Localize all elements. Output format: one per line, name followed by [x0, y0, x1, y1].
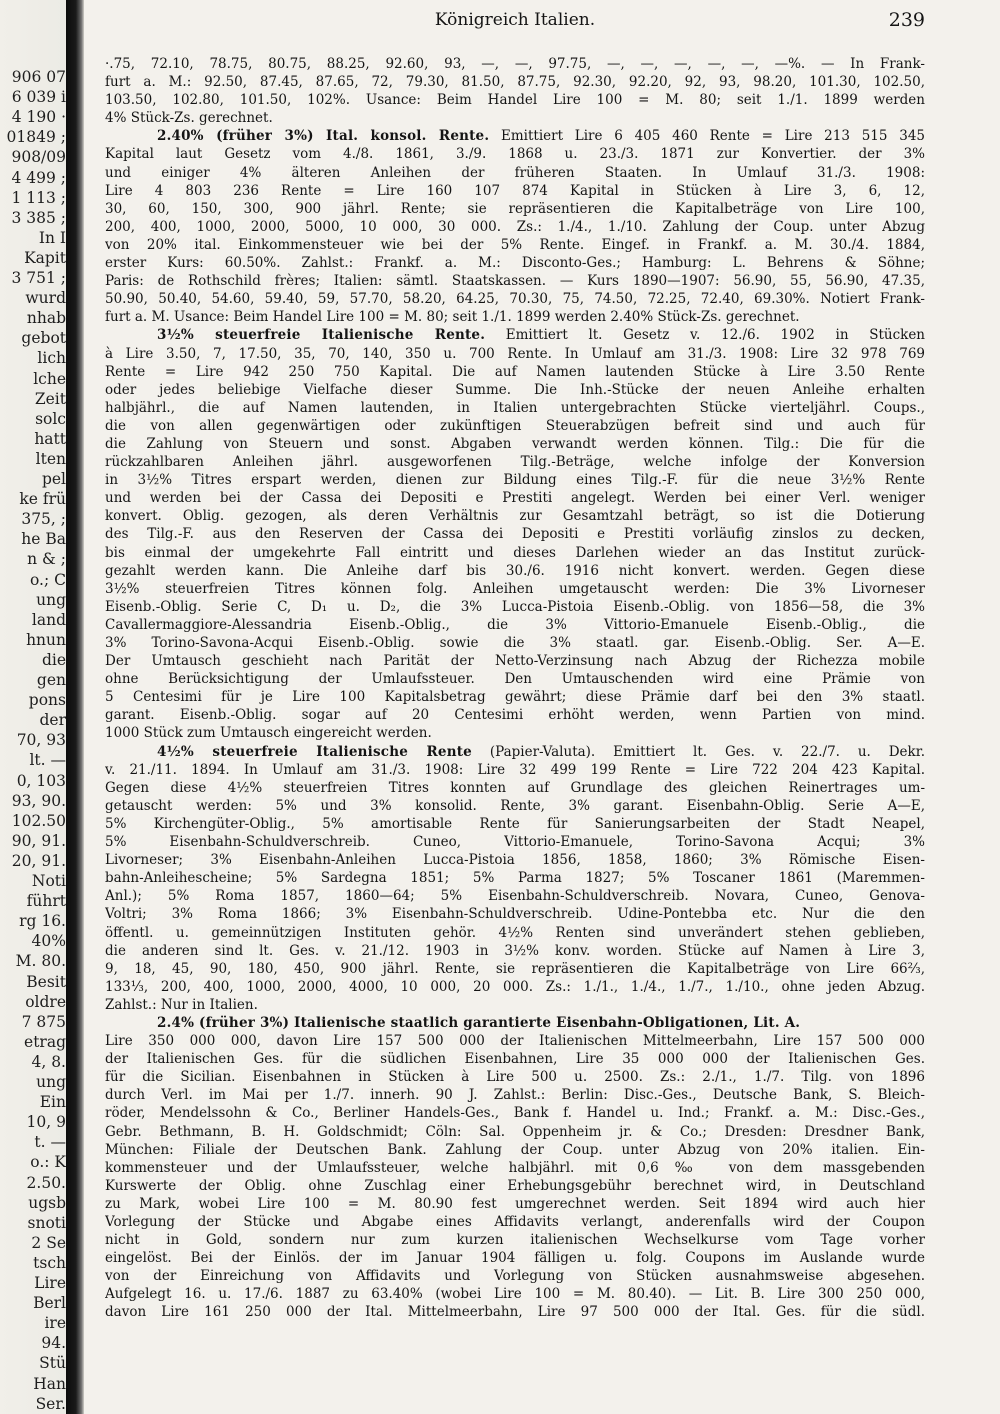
margin-fragment: 40%	[31, 932, 66, 951]
margin-fragment: 94.	[41, 1334, 66, 1353]
page-title: Königreich Italien.	[434, 10, 596, 30]
margin-fragment: hnun	[26, 630, 66, 649]
margin-fragment: Zeit	[34, 389, 66, 408]
margin-fragment: 4, 8.	[31, 1052, 66, 1071]
section-heading: 2.40% (früher 3%) Ital. konsol. Rente.	[157, 128, 490, 145]
margin-fragment: Noti	[31, 872, 66, 890]
section-heading-line	[105, 326, 925, 344]
text-line: eingelöst. Bei der Einlös. der im Januar 1904 fälligen u. folg. Coupons im Auslande wurde	[105, 1250, 925, 1267]
heading-continuation: Emittiert lt. Gesetz v. 12./6. 1902 in Stücken	[485, 327, 925, 344]
margin-fragment: 10, 9	[26, 1113, 66, 1132]
margin-fragment: ung	[36, 590, 66, 609]
margin-fragment: hatt	[34, 429, 66, 448]
margin-fragment: Berl	[33, 1294, 66, 1313]
margin-fragment: snoti	[27, 1213, 66, 1232]
text-line: von 20% ital. Einkommensteuer wie bei der 5% Rente. Eingef. in Frankf. a. M. 30./4. 1884,	[105, 236, 925, 253]
text-line: und werden bei der Cassa dei Depositi e Prestiti angelegt. Werden bei einer Verl. weniger	[105, 490, 925, 507]
text-line: von der Einreichung von Affidavits und Vorlegung von Stücken ausnahmsweise abgesehen.	[105, 1268, 925, 1285]
margin-fragment: Han	[33, 1374, 66, 1393]
margin-fragment: ugsb	[28, 1193, 66, 1212]
margin-fragment: M. 80.	[15, 952, 66, 971]
margin-fragment: ke frü	[19, 490, 66, 509]
text-line: Gebr. Bethmann, B. H. Goldschmidt; Cöln: Sal. Oppenheim jr. & Co.; Dresden: Dresdner Bank,	[105, 1123, 925, 1140]
running-header	[105, 8, 925, 32]
text-line: 133⅓, 200, 400, 1000, 2000, 4000, 10 000, 20 000. Zs.: 1./1., 1./4., 1./7., 1./10., ohne jeden Abzug.	[105, 978, 925, 995]
margin-fragment: 908/09	[11, 148, 66, 167]
text-line: davon Lire 161 250 000 der Ital. Mittelmeerbahn, Lire 97 500 000 der Ital. Ges. für die südl.	[105, 1304, 925, 1321]
margin-fragment: 7 875	[21, 1012, 66, 1031]
text-line: gezahlt werden kann. Die Anleihe darf bis 30./6. 1916 nicht konvert. werden. Gegen diese	[105, 562, 925, 579]
text-line: in 3½% Titres erspart werden, dienen zur Bildung eines Tilg.-F. für die neue 3½% Rente	[105, 472, 925, 489]
margin-fragment: Ser.	[35, 1394, 66, 1413]
text-line: garant. Eisenb.-Oblig. sogar auf 20 Centesimi erhöht werden, wenn Partien von mind.	[105, 707, 925, 724]
margin-fragment: o.: K	[30, 1153, 66, 1172]
text-line: die anderen sind lt. Ges. v. 21./12. 1903 in 3½% konv. worden. Stücke auf Namen à Lire 3,	[105, 942, 925, 959]
margin-fragment: 70, 93	[16, 731, 66, 750]
margin-fragment: o.; C	[30, 570, 66, 589]
text-line: nicht in Gold, sondern nur zum kurzen italienischen Wechselkurse vom Tage vorher	[105, 1232, 925, 1249]
text-line: Rente = Lire 942 250 750 Kapital. Die auf Namen lautenden Stücke à Lire 3.50 Rente	[105, 363, 925, 380]
section-heading: 2.4% (früher 3%) Italienische staatlich garantierte Eisenbahn-Obligationen, Lit. A.	[157, 1014, 801, 1031]
text-line: Anl.); 5% Roma 1857, 1860—64; 5% Eisenbahn-Schuldverschreib. Novara, Cuneo, Genova-	[105, 888, 925, 905]
margin-fragment: In I	[38, 228, 66, 247]
margin-fragment: Lire	[34, 1274, 66, 1292]
margin-fragment: lich	[37, 349, 66, 368]
margin-fragment: wurd	[25, 289, 66, 308]
text-line: oder jedes beliebige Vielfache dieser Summe. Die Inh.-Stücke der neuen Anleihe erhalten	[105, 381, 925, 398]
text-line: öffentl. u. gemeinnützigen Instituten gehör. 4½% Renten sind unverändert stehen geblieben,	[105, 924, 925, 941]
margin-fragment: pel	[41, 470, 66, 488]
section-heading: 4½% steuerfreie Italienische Rente	[157, 743, 472, 760]
margin-fragment: ire	[44, 1314, 66, 1333]
margin-fragment: 1 113 ;	[11, 188, 66, 207]
margin-fragment: 4 499 ;	[11, 168, 66, 187]
margin-fragment: 6 039 i	[11, 88, 66, 107]
text-line: 9, 18, 45, 90, 180, 450, 900 jährl. Rente, sie repräsentieren die Kapitalbeträge von Lire 66⅔,	[105, 960, 925, 977]
margin-fragment: gebot	[21, 329, 66, 348]
page-number: 239	[888, 9, 925, 31]
text-line: die Zahlung von Steuern und sonst. Abgaben verwandt werden können. Tilg.: Die für die	[105, 435, 925, 452]
text-line: rückzahlbaren Anleihen jährl. ausgeworfenen Tilg.-Beträge, welche infolge der Konversion	[105, 454, 925, 471]
section-heading-line	[105, 1014, 925, 1032]
text-line: 30, 60, 150, 300, 900 jährl. Rente; sie repräsentieren die Kapitalbeträge von Lire 100,	[105, 200, 925, 217]
margin-fragment: tsch	[33, 1253, 66, 1272]
margin-fragment: 906 07	[11, 68, 66, 86]
text-line: bahn-Anleihescheine; 5% Sardegna 1851; 5% Parma 1827; 5% Toscaner 1861 (Maremmen-	[105, 870, 925, 887]
margin-fragment: lten	[35, 449, 66, 468]
text-line: Lire 4 803 236 Rente = Lire 160 107 874 Kapital in Stücken à Lire 3, 6, 12,	[105, 182, 925, 199]
text-line: Kapital laut Gesetz vom 4./8. 1861, 3./9. 1868 u. 23./3. 1871 zur Konvertier. der 3%	[105, 146, 925, 163]
text-line: à Lire 3.50, 7, 17.50, 35, 70, 140, 350 u. 700 Rente. In Umlauf am 31./3. 1908: Lire 32 978 769	[105, 345, 925, 362]
text-line: der Italienischen Ges. für die südlichen Eisenbahnen, Lire 35 000 000 der Italienischen Ges.	[105, 1051, 925, 1068]
margin-fragment: 3 385 ;	[11, 208, 66, 227]
text-line: 50.90, 50.40, 54.60, 59.40, 59, 57.70, 58.20, 64.25, 70.30, 75, 74.50, 72.25, 72.40, 69.30%. Notiert Frank-	[105, 291, 925, 308]
margin-fragment: ung	[36, 1073, 66, 1091]
text-line: für die Sicilian. Eisenbahnen in Stücken à Lire 500 u. 2500. Zs.: 2./1., 1./7. Tilg. von 1896	[105, 1069, 925, 1086]
margin-fragment: oldre	[25, 992, 66, 1011]
text-line: Der Umtausch geschieht nach Parität der Netto-Verzinsung nach Abzug der Richezza mobile	[105, 653, 925, 670]
text-line: furt a. M. Usance: Beim Handel Lire 100 = M. 80; seit 1./1. 1899 werden 2.40% Stück-Zs. gerechnet.	[105, 309, 800, 326]
margin-fragment: land	[31, 610, 66, 629]
text-line: des Tilg.-F. aus den Reserven der Cassa dei Depositi e Prestiti vorläufig zinslos zu decken,	[105, 526, 925, 543]
heading-continuation: (Papier-Valuta). Emittiert lt. Ges. v. 22./7. u. Dekr.	[471, 743, 925, 760]
text-line: Paris: de Rothschild frères; Italien: sämtl. Staatskassen. — Kurs 1890—1907: 56.90, 55, 56.90, 47.35,	[105, 273, 925, 290]
text-line: röder, Mendelssohn & Co., Berliner Handels-Ges., Bank f. Handel u. Ind.; Frankf. a. M.: Disc.-Ges.,	[105, 1105, 925, 1122]
margin-fragment: he Ba	[21, 530, 66, 549]
text-line: Zahlst.: Nur in Italien.	[105, 996, 258, 1013]
margin-fragment: Besit	[26, 972, 66, 991]
text-line: ·.75, 72.10, 78.75, 80.75, 88.25, 92.60, 93, —, —, 97.75, —, —, —, —, —, —%. — In Frank-	[105, 56, 925, 72]
margin-fragment: nhab	[26, 309, 66, 328]
margin-fragment: Stü	[39, 1354, 66, 1373]
text-line: 103.50, 102.80, 101.50, 102%. Usance: Beim Handel Lire 100 = M. 80; seit 1./1. 1899 werden	[105, 92, 925, 109]
previous-page-edge	[0, 0, 66, 1414]
margin-fragment: die	[41, 650, 66, 669]
text-line: zu Mark, wobei Lire 100 = M. 80.90 fest umgerechnet werden. Seit 1894 wird auch hier	[105, 1195, 925, 1212]
text-line: durch Verl. im Mai per 1./7. innerh. 90 J. Zahlst.: Berlin: Disc.-Ges., Deutsche Bank, S. Bleich-	[105, 1087, 925, 1104]
margin-fragment: der	[39, 711, 66, 730]
margin-fragment: lche	[33, 369, 66, 388]
text-line: die von allen gegenwärtigen oder zukünftigen Steuerabzügen befreit sind und auch für	[105, 417, 925, 434]
text-line: 3% Torino-Savona-Acqui Eisenb.-Oblig. sowie die 3% staatl. gar. Eisenb.-Oblig. Ser. A—E.	[105, 635, 925, 651]
margin-fragment: führt	[26, 892, 66, 911]
text-line: erster Kurs: 60.50%. Zahlst.: Frankf. a. M.: Disconto-Ges.; Hamburg: L. Behrens & Söhne;	[105, 255, 925, 272]
margin-fragment: rg 16.	[19, 912, 66, 931]
margin-fragment: 90, 91.	[11, 831, 66, 850]
text-line: ohne Berücksichtigung der Umlaufssteuer. Den Umtauschenden wird eine Prämie von	[105, 671, 925, 688]
margin-fragment: 375, ;	[21, 510, 66, 529]
margin-fragment: 2.50.	[26, 1173, 66, 1192]
text-line: 5% Kirchengüter-Oblig., 5% amortisable Rente für Sanierungsarbeiten der Stadt Neapel,	[105, 815, 925, 832]
section-heading-line	[105, 127, 925, 145]
text-line: v. 21./11. 1894. In Umlauf am 31./3. 1908: Lire 32 499 199 Rente = Lire 722 204 423 Kapital.	[105, 761, 925, 778]
heading-continuation: Emittiert Lire 6 405 460 Rente = Lire 213 515 345	[489, 128, 925, 145]
margin-fragment: n & ;	[27, 550, 66, 569]
margin-fragment: 93, 90.	[11, 791, 66, 810]
text-line: halbjährl., die auf Namen lautenden, in Italien untergebrachten Stücke vierteljährl. Coups.,	[105, 399, 925, 416]
text-line: 5 Centesimi für je Lire 100 Kapitalsbetrag gewährt; diese Prämie darf bei den 3% staatl.	[105, 689, 925, 706]
text-line: Eisenb.-Oblig. Serie C, D₁ u. D₂, die 3% Lucca-Pistoia Eisenb.-Oblig. von 1856—58, die 3%	[105, 598, 925, 615]
text-line: Cavallermaggiore-Alessandria Eisenb.-Oblig., die 3% Vittorio-Emanuele Eisenb.-Oblig., die	[105, 616, 925, 633]
margin-fragment: 20, 91.	[11, 851, 66, 870]
margin-fragment: t. —	[34, 1133, 66, 1152]
text-line: bis einmal der umgekehrte Fall eintritt und dieses Darlehen wieder an das Institut zurück-	[105, 544, 925, 561]
book-gutter-shadow	[66, 0, 84, 1414]
text-line: Aufgelegt 16. u. 17./6. 1887 zu 63.40% (wobei Lire 100 = M. 80.40). — Lit. B. Lire 300 250 000,	[105, 1286, 925, 1303]
article-body	[105, 55, 925, 1322]
text-line: 1000 Stück zum Umtausch eingereicht werden.	[105, 725, 432, 742]
text-line: und einiger 4% älteren Anleihen der früheren Staaten. In Umlauf 31./3. 1908:	[105, 164, 925, 181]
margin-fragment: 3 751 ;	[11, 269, 66, 287]
margin-fragment: 2 Se	[31, 1233, 66, 1252]
text-line: 5% Eisenbahn-Schuldverschreib. Cuneo, Vittorio-Emanuele, Torino-Savona Acqui; 3%	[105, 834, 925, 851]
text-line: Lire 350 000 000, davon Lire 157 500 000 der Italienischen Mittelmeerbahn, Lire 157 500 000	[105, 1033, 925, 1050]
margin-fragment: etrag	[24, 1032, 66, 1051]
margin-fragment: solc	[35, 409, 66, 428]
margin-fragment: Ein	[39, 1093, 66, 1112]
margin-fragment: lt. —	[29, 751, 66, 770]
text-line: München: Filiale der Deutschen Bank. Zahlung der Coup. unter Abzug von 20% italien. Ein-	[105, 1141, 925, 1158]
margin-fragment: 102.50	[11, 811, 66, 830]
text-line: Gegen diese 4½% steuerfreien Titres konnten auf Grundlage des gleichen Reinertrages um-	[105, 779, 925, 796]
text-line: getauscht werden: 5% und 3% konsolid. Rente, 3% garant. Eisenbahn-Oblig. Serie A—E,	[105, 797, 925, 814]
text-line: 4% Stück-Zs. gerechnet.	[105, 110, 273, 127]
text-line: Livorneser; 3% Eisenbahn-Anleihen Lucca-Pistoia 1856, 1858, 1860; 3% Römische Eisen-	[105, 852, 925, 869]
section-heading: 3½% steuerfreie Italienische Rente.	[157, 327, 486, 344]
margin-fragment: Kapit	[24, 248, 66, 267]
margin-fragment: 01849 ;	[6, 128, 66, 147]
text-line: furt a. M.: 92.50, 87.45, 87.65, 72, 79.30, 81.50, 87.75, 92.30, 92.20, 92, 93, 98.20, 101.30, 102.50,	[105, 74, 925, 91]
margin-fragment: pons	[28, 691, 66, 710]
margin-fragment: 4 190 ·	[11, 108, 66, 127]
section-heading-line	[105, 743, 925, 761]
margin-fragment: 0, 103	[16, 771, 66, 790]
text-line: Voltri; 3% Roma 1866; 3% Eisenbahn-Schuldverschreib. Udine-Pontebba etc. Nur die den	[105, 906, 925, 923]
text-line: Kurswerte der Oblig. ohne Zuschlag einer Erhebungsgebühr berechnet wird, in Deutschland	[105, 1177, 925, 1194]
text-line: konvert. Oblig. gezogen, als deren Verhältnis zur Gesamtzahl beträgt, so ist die Dotierung	[105, 508, 925, 525]
text-line: 3½% steuerfreien Titres können folg. Anleihen umgetauscht werden: Die 3% Livorneser	[105, 580, 925, 597]
text-line: kommensteuer und der Umlaufssteuer, welche halbjährl. mit 0,6‰ von dem massgebenden	[105, 1159, 925, 1176]
text-line: Vorlegung der Stücke und Abgabe eines Affidavits verlangt, anderenfalls wird der Coupon	[105, 1214, 925, 1230]
text-line: 200, 400, 1000, 2000, 5000, 10 000, 30 000. Zs.: 1./4., 1./10. Zahlung der Coup. unter Abzug	[105, 218, 925, 235]
margin-fragment: gen	[36, 671, 66, 689]
